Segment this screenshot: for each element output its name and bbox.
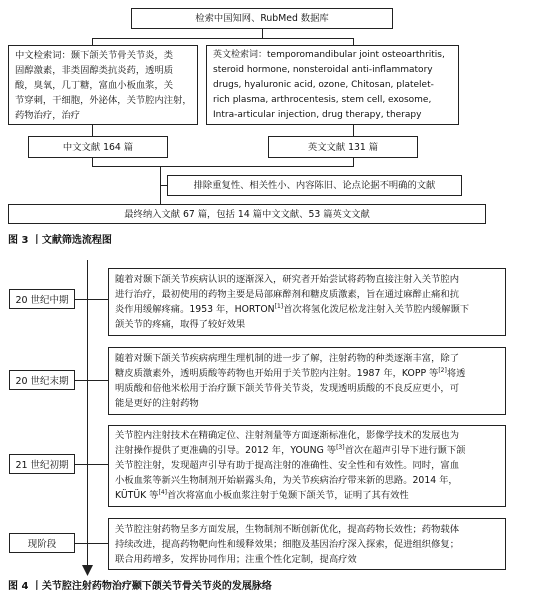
stage-2-description-box	[108, 347, 506, 415]
connector-cn-keywords-down	[92, 125, 93, 136]
final-inclusion-text: 最终纳入文献 67 篇，包括 14 篇中文文献、53 篇英文文献	[124, 208, 370, 220]
stage-label-late-20th-century: 20 世纪末期	[9, 370, 75, 390]
citation-ref: [1]	[274, 302, 284, 310]
connector-cn-count-down	[92, 158, 93, 166]
stage-2-line: 明质酸和倍他米松用于治疗颞下颌关节骨关节炎，发现透明质酸的不良反应更小，可	[115, 383, 459, 394]
stage-2-line: 糖皮质激素外，透明质酸等药物也开始用于关节腔内注射。1987 年，KOPP 等[2]将透	[115, 366, 466, 379]
timeline-arrow-icon	[82, 565, 93, 577]
stage-label-mid-20th-century: 20 世纪中期	[9, 289, 75, 309]
connector-to-en-keywords	[353, 38, 354, 45]
stage-4-connector	[75, 543, 108, 544]
cn-keyword-line: 药物治疗，治疗	[15, 110, 81, 121]
stage-3-line: KÜTÜK 等[4]首次将富血小板血浆注射于兔颞下颌关节，证明了其有效性	[115, 488, 409, 501]
english-count-text: 英文文献 131 篇	[307, 141, 379, 153]
stage-1-description-box	[108, 268, 506, 336]
connector-to-exclusion	[160, 185, 167, 186]
stage-1-line: 颌关节的疼痛，取得了较好效果	[115, 319, 246, 330]
stage-4-line: 联合用药增多，发挥协同作用；注重个性化定制，提高疗效	[115, 554, 357, 565]
stage-label-current-stage: 现阶段	[9, 533, 75, 553]
final-inclusion-box	[8, 204, 486, 224]
cn-keyword-line: 酸，臭氧，几丁糖，富血小板血浆，关	[15, 80, 174, 91]
stage-1-line: 随着对颞下颌关节疾病认识的逐渐深入，研究者开始尝试将药物直接注射入关节腔内	[115, 274, 459, 285]
stage-3-description-box	[108, 425, 506, 507]
stage-2-line: 能是更好的注射药物	[115, 398, 199, 409]
stage-3-line: 关节腔注射，发现超声引导有助于提高注射的准确性、安全性和有效性。同时，富血	[115, 460, 459, 471]
stage-4-line: 关节腔注射药物呈多方面发展，生物制剂不断创新优化，提高药物长效性；药物载体	[115, 524, 459, 535]
cn-keyword-line: 节穿刺，干细胞，外泌体，关节腔内注射，	[15, 95, 192, 106]
en-keyword-line: rich plasma, arthrocentesis, stem cell, exosome,	[213, 95, 432, 105]
citation-ref: [2]	[438, 366, 447, 374]
en-keyword-line: steroid hormone, nonsteroidal anti-inflammatory	[213, 65, 433, 75]
cn-keyword-line: 中文检索词：颞下颌关节骨关节炎，类	[15, 50, 174, 61]
en-keyword-line: 英文检索词：temporomandibular joint osteoarthritis,	[213, 50, 445, 60]
connector-en-keywords-down	[353, 125, 354, 136]
chinese-count-text: 中文文献 164 篇	[62, 141, 134, 153]
citation-ref: [4]	[158, 488, 167, 496]
connector-merge-horizontal	[92, 166, 354, 167]
citation-ref: [3]	[336, 443, 345, 451]
stage-3-line: 关节腔内注射技术在精确定位、注射剂量等方面逐渐标准化，影像学技术的发展也为	[115, 430, 459, 441]
stage-2-connector	[75, 380, 108, 381]
stage-1-connector	[75, 299, 108, 300]
stage-2-line: 随着对颞下颌关节疾病病理生理机制的进一步了解，注射药物的种类逐渐丰富，除了	[115, 353, 459, 364]
stage-1-line: 炎作用缓解疼痛。1953 年，HORTON[1]首次将氢化泼尼松龙注射入关节腔内缓解颞下	[115, 302, 470, 315]
stage-3-connector	[75, 464, 108, 465]
connector-en-count-down	[353, 158, 354, 166]
cn-keyword-line: 固醇激素，非类固醇类抗炎药，透明质	[15, 65, 174, 76]
en-keyword-line: Intra-articular injection, drug therapy, therapy	[213, 110, 422, 120]
connector-to-cn-keywords	[92, 38, 93, 45]
figure-4-caption: 图 4 丨关节腔注射药物治疗颞下颌关节骨关节炎的发展脉络	[8, 581, 272, 592]
en-keyword-line: drugs, hyaluronic acid, ozone, Chitosan, platelet-	[213, 80, 434, 90]
search-database-box	[131, 8, 393, 29]
exclusion-box	[167, 175, 462, 196]
stage-3-line: 小板血浆等新兴生物制剂开始崭露头角，为关节疾病治疗带来新的思路。2014 年，	[115, 475, 458, 486]
english-count-box	[268, 136, 418, 158]
figure-3-caption: 图 3 丨文献筛选流程图	[8, 235, 112, 246]
exclusion-text: 排除重复性、相关性小、内容陈旧、论点论据不明确的文献	[193, 180, 436, 191]
search-database-text: 检索中国知网、RubMed 数据库	[195, 13, 329, 24]
stage-4-description-box	[108, 518, 506, 570]
stage-4-line: 持续改进，提高药物靶向性和缓释效果；细胞及基因治疗深入探索，促进组织修复；	[115, 539, 459, 550]
chinese-count-box	[28, 136, 168, 158]
stage-3-line: 注射操作提供了更准确的引导。2012 年，YOUNG 等[3]首次在超声引导下进行颞下颌	[115, 443, 466, 456]
chinese-keywords-box	[8, 45, 198, 125]
stage-1-line: 进行治疗，最初使用的药物主要是局部麻醉剂和糖皮质激素，旨在通过麻醉止痛和抗	[115, 289, 459, 300]
timeline-axis	[87, 260, 88, 569]
connector-split-horizontal	[92, 38, 354, 39]
english-keywords-box	[206, 45, 459, 125]
stage-label-early-21st-century: 21 世纪初期	[9, 454, 75, 474]
